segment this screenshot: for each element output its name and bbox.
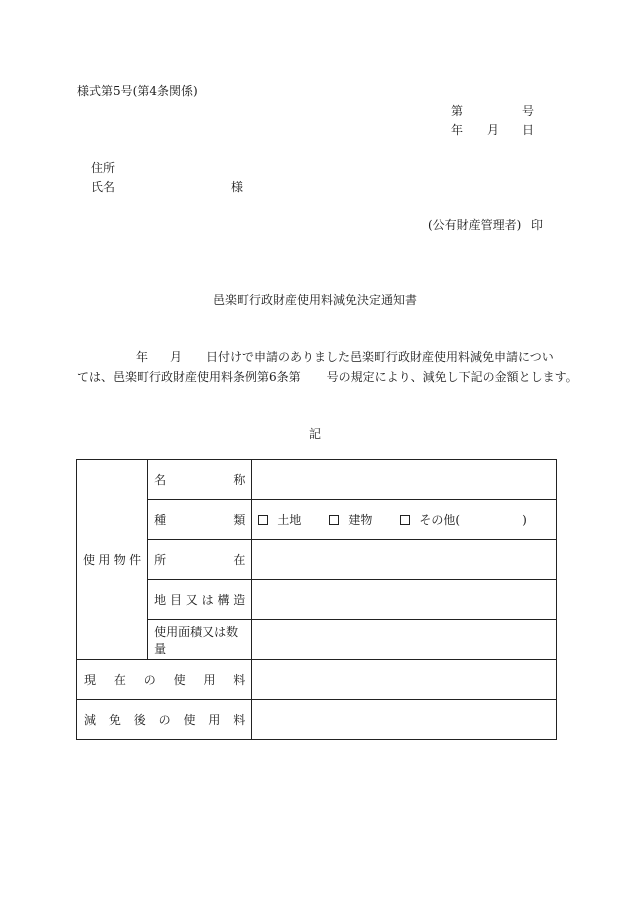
table-row <box>77 660 557 700</box>
label-char: 料 <box>233 673 246 687</box>
row-label-name <box>148 471 251 488</box>
row-label-type <box>148 511 251 528</box>
label-char: 造 <box>233 593 246 607</box>
label-char: 構 <box>217 593 230 607</box>
body-line-1 <box>77 351 554 363</box>
table-row <box>77 700 557 740</box>
label-char: 在 <box>113 673 126 687</box>
address-label: 住所 <box>91 161 116 175</box>
ki-heading: 記 <box>308 427 321 441</box>
date-day: 日 <box>522 123 535 137</box>
label-char: 使 <box>183 713 196 727</box>
label-char: 用 <box>203 673 216 687</box>
group-label <box>77 551 147 568</box>
label-char: 使 <box>173 673 186 687</box>
current-fee-label <box>77 671 251 688</box>
other-label: その他( <box>419 513 461 527</box>
date-year: 年 <box>451 123 464 137</box>
other-close-paren: ) <box>522 513 527 527</box>
type-value-cell <box>252 500 557 540</box>
row-label-cell <box>148 540 252 580</box>
table-row <box>77 500 557 540</box>
label-char: 類 <box>233 513 246 527</box>
land-label: 土地 <box>277 513 302 527</box>
row-label-cell <box>148 460 252 500</box>
label-char: 名 <box>154 473 167 487</box>
label-char: 在 <box>233 553 246 567</box>
building-label: 建物 <box>348 513 373 527</box>
location-value-cell[interactable] <box>252 540 557 580</box>
current-fee-label-cell <box>77 660 252 700</box>
reduced-fee-label <box>77 711 251 728</box>
building-checkbox[interactable] <box>329 515 339 525</box>
label-char: 現 <box>84 673 97 687</box>
form-number: 様式第5号(第4条関係) <box>77 84 198 98</box>
body-text-2b: 号の規定により、減免し下記の金額とします。 <box>326 370 578 384</box>
label-char: 目 <box>169 593 182 607</box>
body-line-2 <box>77 371 578 383</box>
property-table <box>76 459 557 740</box>
current-fee-value-cell[interactable] <box>252 660 557 700</box>
label-char: 用 <box>98 553 111 567</box>
table-row <box>77 580 557 620</box>
label-char: 称 <box>233 473 246 487</box>
row-label-cell <box>148 580 252 620</box>
label-char: 用 <box>208 713 221 727</box>
label-char: は <box>201 593 214 607</box>
honorific: 様 <box>231 180 244 194</box>
name-label: 氏名 <box>91 180 116 194</box>
label-char: の <box>143 673 156 687</box>
other-checkbox[interactable] <box>400 515 410 525</box>
body-month: 月 <box>170 350 183 364</box>
body-text-1: 日付けで申請のありました邑楽町行政財産使用料減免申請につい <box>206 350 554 364</box>
doc-number-prefix: 第 <box>451 104 464 118</box>
area-value-cell[interactable] <box>252 620 557 660</box>
seal-mark: 印 <box>531 218 544 232</box>
label-char: 所 <box>154 553 167 567</box>
structure-value-cell[interactable] <box>252 580 557 620</box>
table-row <box>77 620 557 660</box>
doc-number-suffix: 号 <box>522 104 535 118</box>
label-char: 減 <box>84 713 97 727</box>
label-char: 後 <box>133 713 146 727</box>
body-year: 年 <box>136 350 149 364</box>
row-label-cell <box>148 500 252 540</box>
table-row <box>77 540 557 580</box>
label-char: 料 <box>233 713 246 727</box>
reduced-fee-value-cell[interactable] <box>252 700 557 740</box>
label-char: 地 <box>154 593 167 607</box>
sender-title: (公有財産管理者) <box>428 218 522 232</box>
row-label-cell <box>148 620 252 660</box>
body-text-2a: ては、邑楽町行政財産使用料条例第6条第 <box>77 370 301 384</box>
label-char: 種 <box>154 513 167 527</box>
label-char: 又 <box>185 593 198 607</box>
label-char: 件 <box>129 553 142 567</box>
type-options <box>252 511 556 528</box>
reduced-fee-label-cell <box>77 700 252 740</box>
row-label-area: 使用面積又は数量 <box>154 624 239 656</box>
label-char: 免 <box>108 713 121 727</box>
name-value-cell[interactable] <box>252 460 557 500</box>
document-title: 邑楽町行政財産使用料減免決定通知書 <box>212 293 417 307</box>
row-label-structure <box>148 591 251 608</box>
date-month: 月 <box>487 123 500 137</box>
group-label-cell <box>77 460 148 660</box>
row-label-location <box>148 551 251 568</box>
label-char: の <box>158 713 171 727</box>
label-char: 使 <box>83 553 96 567</box>
label-char: 物 <box>113 553 126 567</box>
land-checkbox[interactable] <box>258 515 268 525</box>
table-row <box>77 460 557 500</box>
